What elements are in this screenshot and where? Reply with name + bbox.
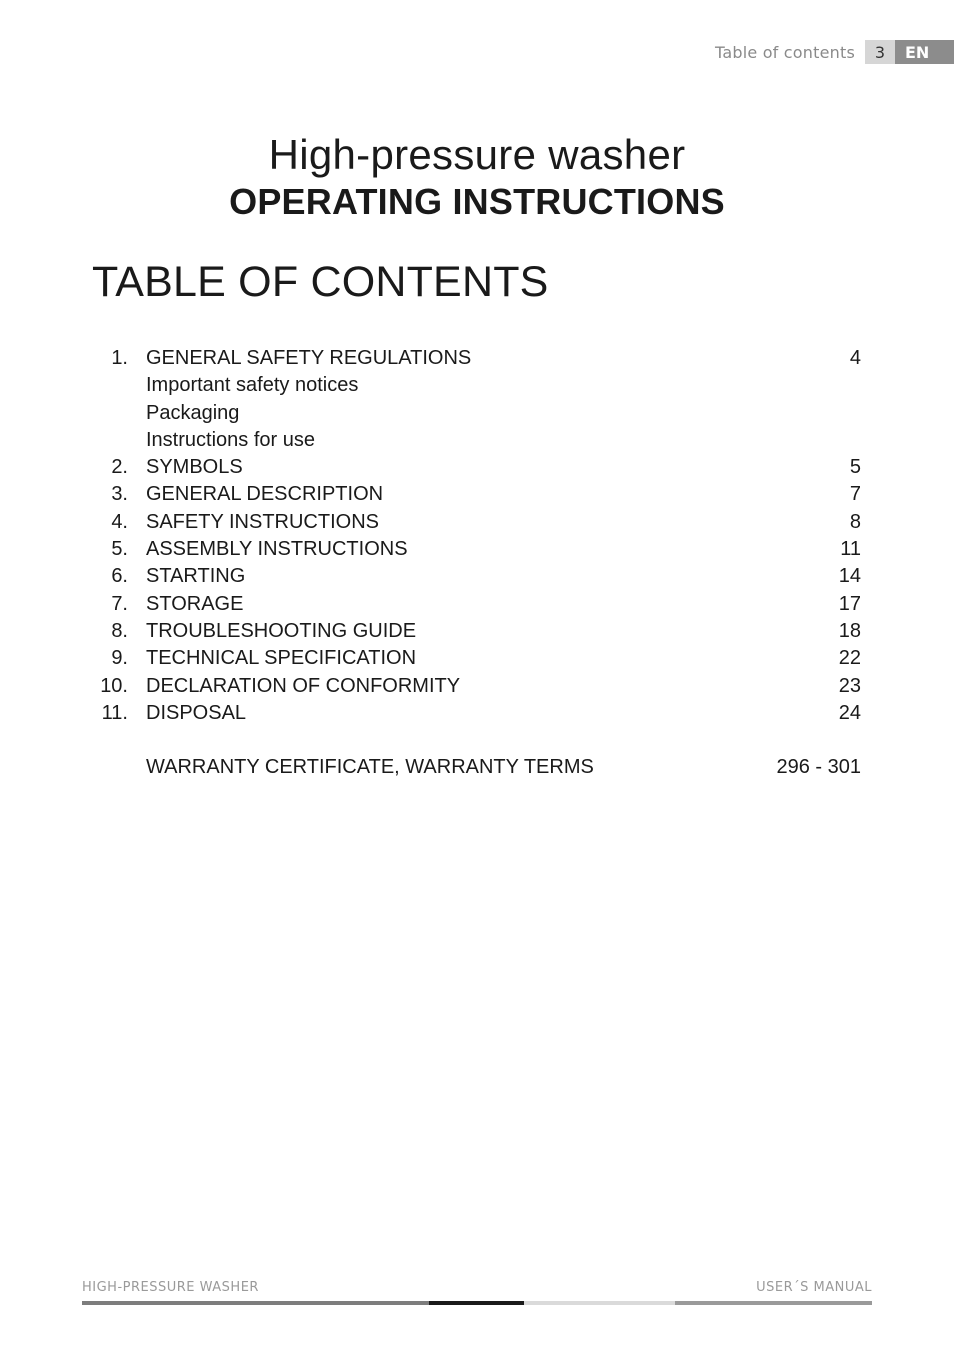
toc-entry[interactable] — [0, 563, 954, 590]
toc-entry[interactable] — [0, 509, 954, 536]
footer-bar-segment — [675, 1301, 872, 1305]
toc-entry-page: 11 — [840, 538, 861, 561]
toc-entry[interactable] — [0, 673, 954, 700]
toc-entry[interactable] — [0, 645, 954, 672]
toc-entry[interactable] — [0, 618, 954, 645]
table-of-contents — [0, 345, 954, 781]
toc-entry-label: DISPOSAL — [146, 701, 247, 724]
footer-product-name: HIGH-PRESSURE WASHER — [82, 1280, 259, 1295]
toc-entry-label: SYMBOLS — [146, 456, 243, 479]
toc-entry-page: 5 — [849, 456, 861, 479]
toc-entry-label: ASSEMBLY INSTRUCTIONS — [146, 538, 408, 561]
toc-entry-number: 10. — [100, 674, 128, 697]
toc-entry-number: 5. — [111, 538, 128, 561]
toc-entry-label: Important safety notices — [146, 374, 359, 397]
toc-entry-label: TECHNICAL SPECIFICATION — [146, 647, 417, 670]
footer-manual-label: USER´S MANUAL — [756, 1280, 872, 1295]
toc-entry-label: WARRANTY CERTIFICATE, WARRANTY TERMS — [146, 756, 594, 779]
toc-entry-label: Instructions for use — [146, 428, 315, 451]
toc-entry-page: 22 — [838, 647, 861, 670]
toc-entry-label: SAFETY INSTRUCTIONS — [146, 510, 379, 533]
toc-entry-number: 9. — [111, 647, 128, 670]
toc-entry[interactable] — [0, 700, 954, 727]
toc-entry-label: STARTING — [146, 565, 246, 588]
toc-entry-number: 1. — [111, 347, 128, 369]
title-block — [0, 130, 954, 224]
toc-entry[interactable] — [0, 372, 954, 399]
toc-entry-number: 6. — [111, 565, 128, 588]
toc-entry[interactable] — [0, 481, 954, 508]
toc-entry[interactable] — [0, 427, 954, 454]
toc-entry-page: 8 — [849, 510, 861, 533]
toc-entry[interactable] — [0, 591, 954, 618]
toc-entry-page: 24 — [838, 701, 861, 724]
page-header — [715, 40, 954, 64]
toc-entry-number: 11. — [101, 701, 128, 724]
toc-entry-page: 14 — [838, 565, 861, 588]
toc-entry-page: 18 — [838, 619, 861, 642]
toc-entry-label: Packaging — [146, 401, 240, 424]
toc-entry-label: GENERAL SAFETY REGULATIONS — [146, 347, 472, 369]
toc-heading: TABLE OF CONTENTS — [92, 258, 549, 306]
footer-bar-segment — [82, 1301, 429, 1305]
header-page-number: 3 — [865, 40, 895, 64]
toc-entry-number: 8. — [111, 619, 128, 642]
footer-decorative-bar — [82, 1301, 872, 1305]
toc-entry-label: TROUBLESHOOTING GUIDE — [146, 619, 417, 642]
toc-entry[interactable] — [0, 400, 954, 427]
footer-bar-segment — [524, 1301, 675, 1305]
toc-entry-page: 296 - 301 — [776, 756, 861, 779]
header-section-title: Table of contents — [715, 42, 855, 62]
toc-entry-label: STORAGE — [146, 592, 244, 615]
toc-entry-page: 17 — [838, 592, 861, 615]
document-title: OPERATING INSTRUCTIONS — [229, 181, 725, 222]
toc-entry-number: 2. — [111, 456, 128, 479]
product-title: High-pressure washer — [268, 131, 686, 178]
toc-warranty-entry[interactable] — [0, 754, 954, 781]
toc-entry-label: DECLARATION OF CONFORMITY — [146, 674, 461, 697]
header-language-badge: EN — [895, 40, 954, 64]
footer-bar-segment — [429, 1301, 524, 1305]
toc-entry-label: GENERAL DESCRIPTION — [146, 483, 384, 506]
toc-entry-page: 4 — [849, 347, 861, 369]
toc-entry-page: 23 — [838, 674, 861, 697]
toc-entry[interactable] — [0, 536, 954, 563]
toc-entry[interactable] — [0, 454, 954, 481]
toc-entry-number: 4. — [111, 510, 128, 533]
toc-entry[interactable] — [0, 345, 954, 372]
toc-entry-number: 7. — [111, 592, 128, 615]
toc-spacer — [0, 727, 954, 754]
toc-entry-page: 7 — [849, 483, 861, 506]
toc-entry-number: 3. — [111, 483, 128, 506]
